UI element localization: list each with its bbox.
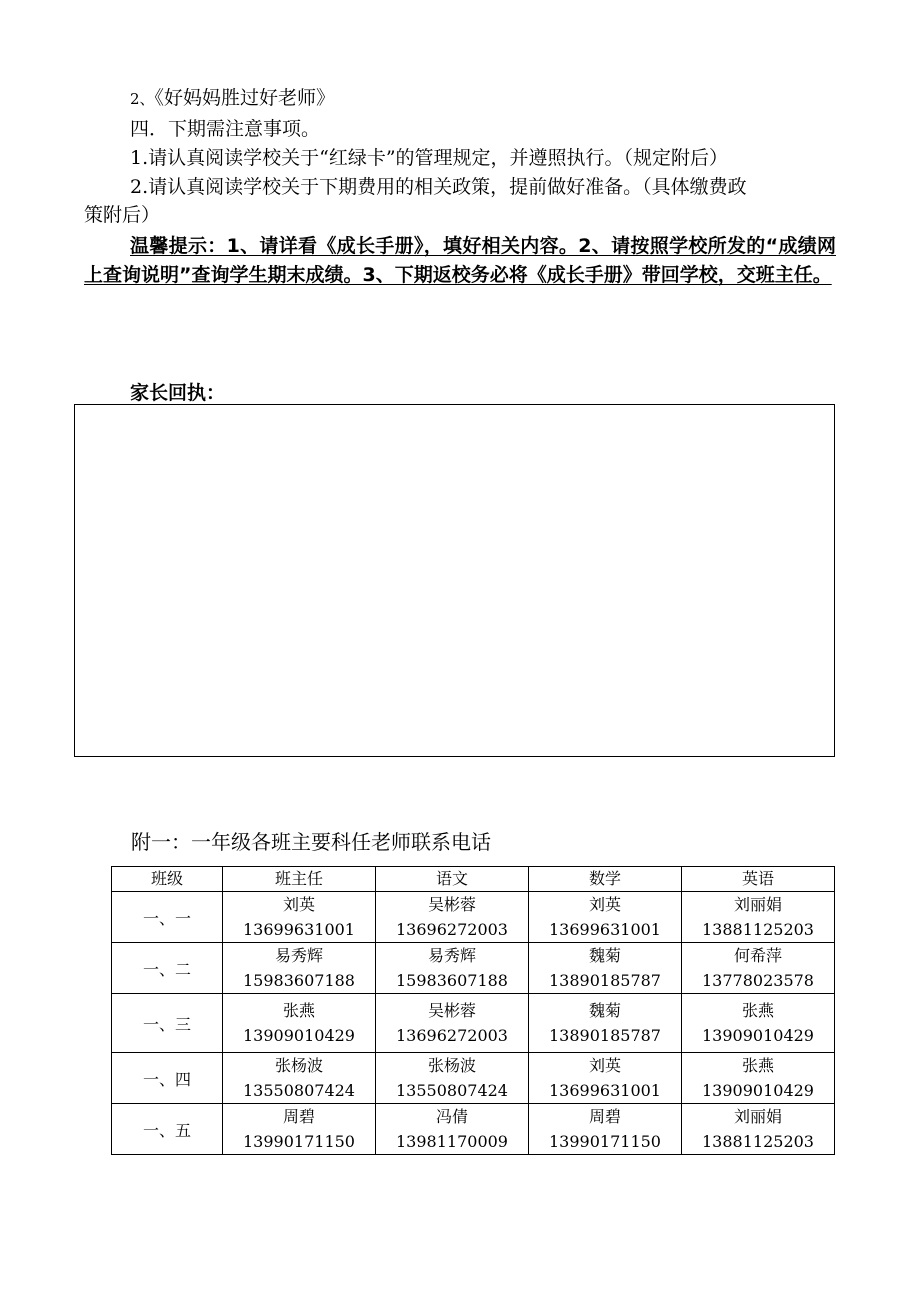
- teacher-name: 刘英: [588, 895, 621, 914]
- list-item-text: 《好妈妈胜过好老师》: [154, 87, 336, 109]
- note-fees-line2: 策附后）: [84, 204, 161, 226]
- class-cell: 一、二: [112, 943, 223, 994]
- teacher-name: 何希萍: [733, 946, 782, 965]
- teacher-cell: [376, 943, 529, 994]
- teacher-phone: 13909010429: [243, 1026, 355, 1045]
- teacher-name: 刘丽娟: [733, 895, 782, 914]
- teacher-phone: 13881125203: [702, 1132, 814, 1151]
- parent-reply-label: 家长回执：: [130, 382, 226, 404]
- teacher-name: 张燕: [741, 1001, 774, 1020]
- header-math: 数学: [529, 867, 682, 892]
- teacher-cell: [682, 943, 835, 994]
- header-class: 班级: [112, 867, 223, 892]
- teacher-name: 吴彬蓉: [427, 895, 476, 914]
- teacher-name: 张燕: [741, 1056, 774, 1075]
- teacher-contact-table: [111, 866, 835, 1155]
- teacher-name: 冯倩: [435, 1107, 468, 1126]
- teacher-cell: [223, 943, 376, 994]
- teacher-phone: 13990171150: [549, 1132, 661, 1151]
- teacher-cell: [529, 994, 682, 1053]
- teacher-phone: 13881125203: [702, 920, 814, 939]
- teacher-cell: [223, 994, 376, 1053]
- parent-reply-box: [74, 404, 835, 757]
- teacher-phone: 13890185787: [549, 1026, 661, 1045]
- teacher-name: 魏菊: [588, 946, 621, 965]
- teacher-cell: [376, 1053, 529, 1104]
- teacher-name: 张燕: [282, 1001, 315, 1020]
- teacher-phone: 13981170009: [396, 1132, 508, 1151]
- note-fees-line1: 2.请认真阅读学校关于下期费用的相关政策，提前做好准备。（具体缴费政: [130, 176, 747, 198]
- header-chinese: 语文: [376, 867, 529, 892]
- teacher-phone: 15983607188: [243, 971, 355, 990]
- appendix-title: 附一：一年级各班主要科任老师联系电话: [131, 830, 491, 854]
- class-cell: 一、五: [112, 1104, 223, 1155]
- teacher-cell: [223, 1053, 376, 1104]
- teacher-cell: [529, 1104, 682, 1155]
- table-row: [112, 943, 835, 994]
- teacher-name: 吴彬蓉: [427, 1001, 476, 1020]
- teacher-phone: 13699631001: [549, 1081, 661, 1100]
- teacher-name: 刘英: [588, 1056, 621, 1075]
- teacher-phone: 13696272003: [396, 920, 508, 939]
- section-heading: 四．下期需注意事项。: [130, 118, 321, 140]
- header-english: 英语: [682, 867, 835, 892]
- teacher-name: 易秀辉: [274, 946, 323, 965]
- teacher-name: 刘丽娟: [733, 1107, 782, 1126]
- teacher-cell: [682, 1053, 835, 1104]
- teacher-phone: 15983607188: [396, 971, 508, 990]
- table-row: [112, 892, 835, 943]
- class-cell: 一、四: [112, 1053, 223, 1104]
- teacher-phone: 13909010429: [702, 1026, 814, 1045]
- table-row: [112, 1053, 835, 1104]
- table-header-row: [112, 867, 835, 892]
- teacher-phone: 13550807424: [243, 1081, 355, 1100]
- teacher-phone: 13990171150: [243, 1132, 355, 1151]
- teacher-cell: [682, 892, 835, 943]
- class-cell: 一、三: [112, 994, 223, 1053]
- teacher-cell: [529, 892, 682, 943]
- table-row: [112, 1104, 835, 1155]
- teacher-cell: [682, 994, 835, 1053]
- teacher-cell: [223, 892, 376, 943]
- teacher-cell: [529, 1053, 682, 1104]
- teacher-phone: 13890185787: [549, 971, 661, 990]
- teacher-cell: [376, 892, 529, 943]
- teacher-cell: [529, 943, 682, 994]
- list-item-book: [130, 84, 335, 113]
- teacher-cell: [682, 1104, 835, 1155]
- teacher-name: 刘英: [282, 895, 315, 914]
- teacher-cell: [376, 1104, 529, 1155]
- teacher-cell: [223, 1104, 376, 1155]
- teacher-phone: 13696272003: [396, 1026, 508, 1045]
- teacher-cell: [376, 994, 529, 1053]
- teacher-phone: 13909010429: [702, 1081, 814, 1100]
- table-row: [112, 994, 835, 1053]
- teacher-name: 魏菊: [588, 1001, 621, 1020]
- list-item-number: 2、: [130, 90, 155, 108]
- note-red-green-card: 1.请认真阅读学校关于“红绿卡”的管理规定，并遵照执行。（规定附后）: [130, 147, 729, 169]
- header-head-teacher: 班主任: [223, 867, 376, 892]
- class-cell: 一、一: [112, 892, 223, 943]
- teacher-phone: 13550807424: [396, 1081, 508, 1100]
- teacher-name: 周碧: [282, 1107, 315, 1126]
- teacher-phone: 13699631001: [549, 920, 661, 939]
- teacher-phone: 13778023578: [702, 971, 814, 990]
- teacher-name: 周碧: [588, 1107, 621, 1126]
- teacher-name: 易秀辉: [427, 946, 476, 965]
- teacher-phone: 13699631001: [243, 920, 355, 939]
- teacher-name: 张杨波: [427, 1056, 476, 1075]
- warm-tip: 温馨提示：1、请详看《成长手册》，填好相关内容。2、请按照学校所发的“成绩网上查询说明”查询学生期末成绩。3、下期返校务必将《成长手册》带回学校，交班主任。: [84, 235, 836, 286]
- teacher-name: 张杨波: [274, 1056, 323, 1075]
